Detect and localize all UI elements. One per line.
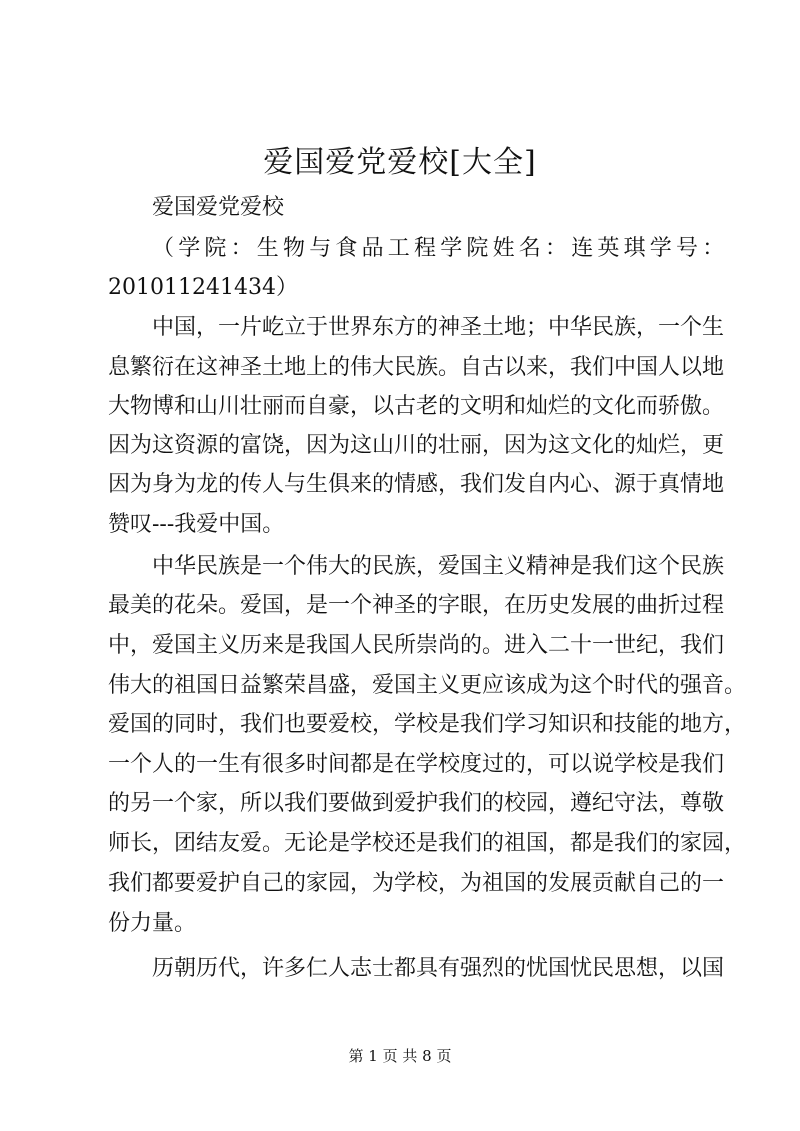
document-subtitle: 爱国爱党爱校 xyxy=(152,195,285,220)
paragraph-1-line-5: 因为身为龙的传人与生俱来的情感，我们发自内心、源于真情地 xyxy=(108,472,725,497)
author-info-line-2: 201011241434） xyxy=(108,275,298,300)
paragraph-1-line-1: 中国，一片屹立于世界东方的神圣土地；中华民族，一个生 xyxy=(152,315,725,340)
page-number-footer: 第 1 页 共 8 页 xyxy=(348,1047,452,1065)
author-info-line-1: （学院：生物与食品工程学院姓名：连英琪学号： xyxy=(152,236,729,261)
paragraph-2-line-10: 份力量。 xyxy=(108,911,197,936)
document-title: 爱国爱党爱校[大全] xyxy=(263,145,537,180)
paragraph-2-line-8: 师长，团结友爱。无论是学校还是我们的祖国，都是我们的家园， xyxy=(108,831,747,856)
paragraph-2-line-2: 最美的花朵。爱国，是一个神圣的字眼，在历史发展的曲折过程 xyxy=(108,593,725,618)
paragraph-3-line-1: 历朝历代，许多仁人志士都具有强烈的忧国忧民思想，以国 xyxy=(152,956,725,981)
paragraph-1-line-6: 赞叹---我爱中国。 xyxy=(108,512,285,537)
paragraph-2-line-7: 的另一个家，所以我们要做到爱护我们的校园，遵纪守法，尊敬 xyxy=(108,791,725,816)
paragraph-2-line-4: 伟大的祖国日益繁荣昌盛，爱国主义更应该成为这个时代的强音。 xyxy=(108,673,747,698)
paragraph-1-line-3: 大物博和山川壮丽而自豪，以古老的文明和灿烂的文化而骄傲。 xyxy=(108,394,725,419)
paragraph-2-line-9: 我们都要爱护自己的家园，为学校，为祖国的发展贡献自己的一 xyxy=(108,871,725,896)
paragraph-1-line-4: 因为这资源的富饶，因为这山川的壮丽，因为这文化的灿烂，更 xyxy=(108,433,725,458)
paragraph-1-line-2: 息繁衍在这神圣土地上的伟大民族。自古以来，我们中国人以地 xyxy=(108,355,725,380)
paragraph-2-line-6: 一个人的一生有很多时间都是在学校度过的，可以说学校是我们 xyxy=(108,752,725,777)
paragraph-2-line-5: 爱国的同时，我们也要爱校，学校是我们学习知识和技能的地方， xyxy=(108,712,747,737)
paragraph-2-line-1: 中华民族是一个伟大的民族，爱国主义精神是我们这个民族 xyxy=(152,554,725,579)
paragraph-2-line-3: 中，爱国主义历来是我国人民所崇尚的。进入二十一世纪，我们 xyxy=(108,633,725,658)
